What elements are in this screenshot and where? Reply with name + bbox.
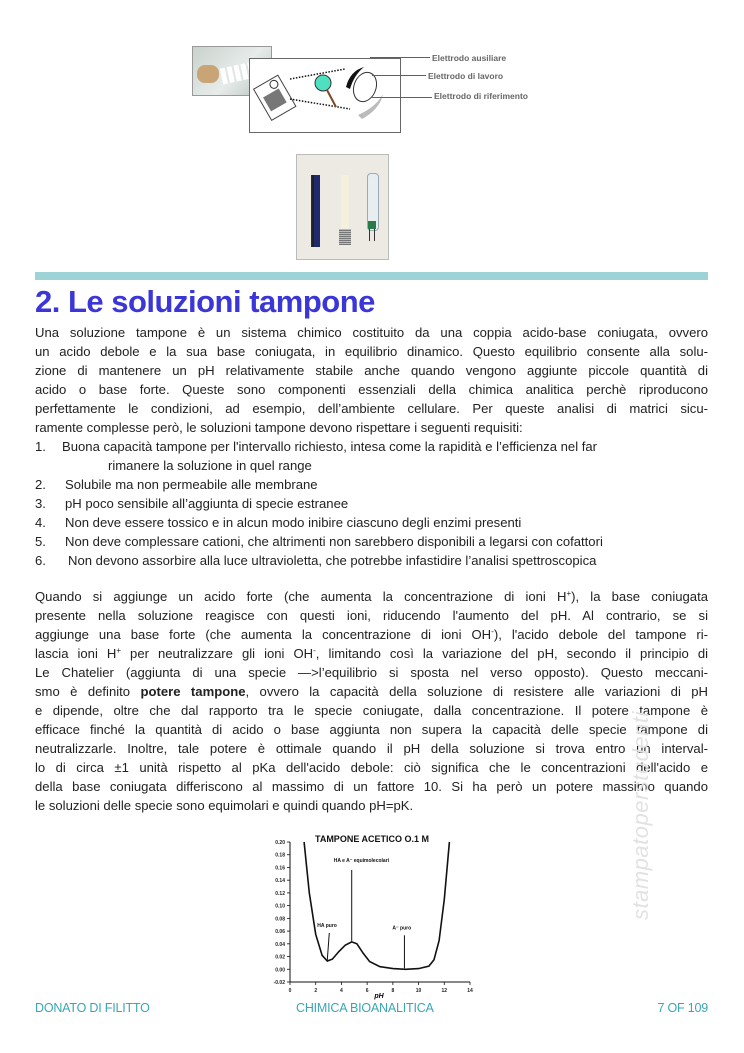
y-tick-label: -0.02 [273, 980, 285, 986]
text-line: neutralizzarle. Inoltre, tale potere è ottimale quando il pH della soluzione si trova entro un interval- [35, 741, 708, 756]
superscript: + [116, 646, 122, 655]
buffer-capacity-chart [262, 828, 477, 1000]
section-title: 2. Le soluzioni tampone [35, 284, 375, 319]
list-item [35, 475, 715, 494]
x-tick-label: 14 [467, 988, 473, 994]
chart-plot [262, 828, 477, 1000]
text-line: un acido debole e la sua base coniugata, in equilibrio dinamico. Questo equilibrio consente alla solu- [35, 344, 708, 359]
list-text: Non deve complessare cationi, che altrimenti non sarebbero disponibili a legarsi con cofattori [65, 534, 603, 549]
y-tick-label: 0.16 [275, 865, 285, 872]
x-tick-label: 6 [365, 988, 369, 994]
superscript: - [491, 627, 494, 636]
hand-shape [197, 65, 219, 83]
text-line: ramente complesse però, le soluzioni tampone devono rispettare i seguenti requisiti: [35, 420, 523, 435]
list-text: Non deve essere tossico e in alcun modo inibire ciascuno degli enzimi presenti [65, 515, 522, 530]
x-tick-label: 4 [340, 988, 343, 994]
text-line: Una soluzione tampone è un sistema chimico costituito da una coppia acido-base coniugata, ovvero [35, 325, 708, 340]
strip-pin [374, 229, 375, 241]
electrode-schematic-frame [249, 58, 401, 133]
y-tick-label: 0.08 [275, 916, 285, 923]
text-run: aggiunge una base forte (che aumenta la concentrazione di ioni OH [35, 627, 492, 642]
y-tick-label: 0.12 [275, 890, 285, 897]
strip-white [341, 175, 349, 233]
arrow-line [370, 57, 430, 58]
watermark: stampatoperstudenti [628, 711, 653, 920]
y-tick-label: 0.06 [275, 929, 285, 936]
list-text-continuation: rimanere la soluzione in quel range [108, 458, 312, 473]
text-run: ), l'acido debole del tampone ri- [493, 627, 709, 642]
chart-annotation: A⁻ puro [392, 925, 412, 932]
y-tick-label: 0.04 [275, 941, 285, 948]
text-line [35, 644, 708, 663]
electrode-labels [428, 52, 528, 106]
superscript: + [566, 589, 572, 598]
text-line [35, 587, 708, 606]
bold-term: potere tampone [140, 684, 246, 699]
list-text-line: Buona capacità tampone per l'intervallo richiesto, intesa come la rapidità e l’efficienza nel far [62, 439, 598, 454]
text-line: zione di mantenere un pH relativamente stabile anche quando vengono aggiunte piccole quantità di [35, 363, 708, 378]
buffer-mechanism-paragraph [35, 587, 708, 815]
text-line: acido o base forte. Queste sono componenti essenziali della chimica analitica perchè riproducono [35, 382, 708, 397]
text-line: efficace finché la quantità di acido o base aggiunta non supera la capacità delle specie tampone di [35, 722, 708, 737]
y-tick-label: 0.18 [275, 852, 285, 859]
list-item [35, 513, 715, 532]
list-number: 4. [35, 515, 46, 530]
x-tick-label: 10 [415, 988, 422, 994]
y-tick-label: 0.20 [275, 840, 285, 846]
text-run: smo è definito [35, 684, 141, 699]
text-line: presente nella soluzione reagisce con questi ioni, riducendo l'aumento del pH. Al contrario, se si [35, 608, 708, 623]
text-run: Quando si aggiunge un acido forte (che aumenta la concentrazione di ioni H [35, 589, 567, 604]
chart-title: TAMPONE ACETICO O.1 M [314, 834, 430, 844]
label-working-electrode: Elettrodo di lavoro [428, 71, 504, 81]
list-item [35, 437, 715, 475]
list-text: pH poco sensibile all’aggiunta di specie estranee [65, 496, 349, 511]
list-number: 1. [35, 439, 46, 454]
list-number: 6. [35, 553, 46, 568]
y-tick-label: 0.00 [275, 967, 285, 974]
footer-page-number: 7 OF 109 [657, 1001, 708, 1015]
list-item [35, 494, 715, 513]
list-number: 5. [35, 534, 46, 549]
list-item [35, 532, 715, 551]
text-run: per neutralizzare gli ioni OH [121, 646, 314, 661]
superscript: - [313, 646, 316, 655]
text-run: , ovvero la capacità della soluzione di resistere alle variazioni di pH [245, 684, 709, 699]
list-text [62, 437, 715, 475]
x-axis-label: pH [374, 993, 384, 1000]
list-text: Non devono assorbire alla luce ultravioletta, che potrebbe infastidire l’analisi spettroscopica [68, 553, 597, 568]
text-line: Le Chatelier (aggiunta di una specie —>l’equilibrio si sposta nel verso opposto). Questo meccani- [35, 665, 708, 680]
label-auxiliary-electrode: Elettrodo ausiliare [432, 53, 507, 63]
text-line: della base coniugata differiscono al massimo di un fattore 10. Si ha però un potere massimo quando [35, 779, 708, 794]
text-line [35, 625, 708, 644]
y-tick-label: 0.02 [275, 954, 285, 961]
electrode-diagram-figure [192, 46, 552, 136]
list-text: Solubile ma non permeabile alle membrane [65, 477, 318, 492]
text-line: e dipende, oltre che dal rapporto tra le specie coniugate, dalla concentrazione. Il potere tampone è [35, 703, 708, 718]
text-line: perfettamente le condizioni, ad esempio, dell’ambiente cellulare. Per queste analisi di matrici sicu- [35, 401, 708, 416]
footer-author: DONATO DI FILITTO [35, 1001, 150, 1015]
text-run: lascia ioni H [35, 646, 117, 661]
sensor-strips-photo [296, 154, 389, 260]
section-divider [35, 272, 708, 280]
intro-paragraph [35, 323, 708, 437]
list-number: 2. [35, 477, 46, 492]
requirements-list [35, 437, 715, 570]
chart-annotation: HA puro [317, 923, 337, 929]
text-line [35, 682, 708, 701]
text-line: lo di circa ±1 unità rispetto al pKa dell'acido debole: ciò significa che le concentrazioni dell'acido e [35, 760, 708, 775]
strip-pad [339, 229, 351, 245]
strip-lead [312, 175, 314, 247]
list-number: 3. [35, 496, 46, 511]
x-tick-label: 8 [391, 988, 395, 994]
label-reference-electrode: Elettrodo di riferimento [434, 91, 528, 101]
x-tick-label: 0 [288, 988, 292, 994]
strip-chip [368, 221, 376, 229]
strip-pin [369, 229, 370, 241]
list-item [35, 551, 715, 570]
text-run: , limitando così la variazione del pH, secondo il principio di [315, 646, 709, 661]
footer-course: CHIMICA BIOANALITICA [296, 1001, 434, 1015]
arrow-line [372, 97, 432, 98]
text-run: ), la base coniugata [571, 589, 708, 604]
electrode-schematic-icon [250, 59, 400, 132]
x-tick-label: 12 [441, 988, 448, 994]
text-line: le soluzioni delle specie sono equimolari e quindi quando pH=pK. [35, 798, 414, 813]
arrow-line [372, 75, 426, 76]
chart-annotation: HA e A⁻ equimolecolari [333, 857, 390, 864]
x-tick-label: 2 [314, 988, 318, 994]
y-tick-label: 0.14 [275, 878, 285, 885]
y-tick-label: 0.10 [275, 903, 285, 910]
